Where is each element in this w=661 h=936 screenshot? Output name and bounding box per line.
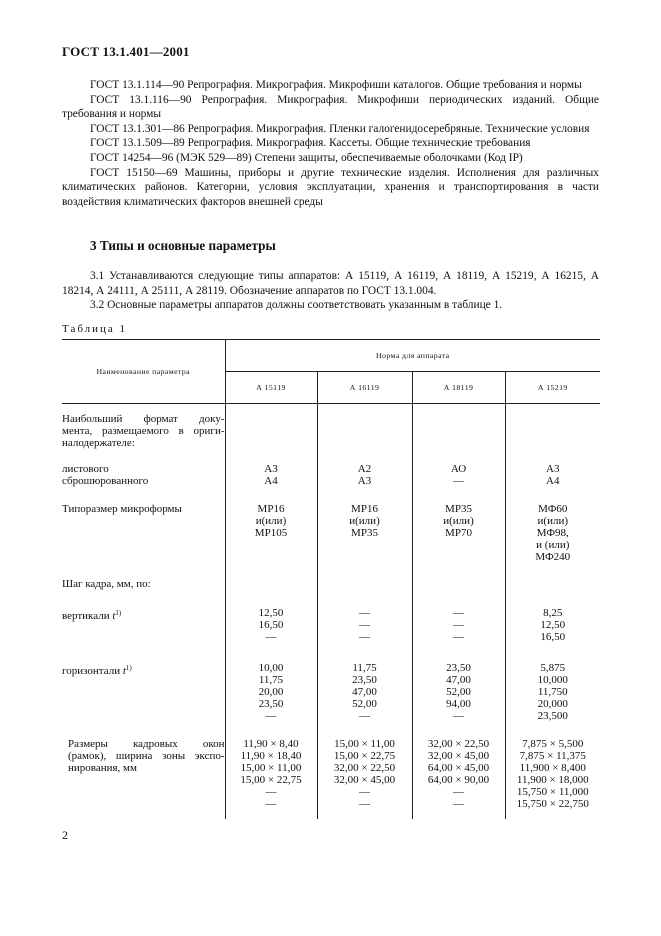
param-column-header: Наименование параметра — [62, 340, 225, 404]
reference-item: ГОСТ 13.1.509—89 Репрография. Микрография. Кассеты. Общие технические требования — [90, 137, 531, 150]
table-cell: АО — — [412, 464, 505, 504]
table-cell: 32,00 × 22,50 32,00 × 45,00 64,00 × 45,00 64,00 × 90,00 — — — [412, 739, 505, 819]
table-cell: — — — — [412, 608, 505, 663]
row-label-horizontal: горизонтали $t^{1)}$ — [62, 664, 132, 677]
row-label-step-title: Шаг кадра, мм, по: — [62, 578, 151, 590]
page-number: 2 — [62, 828, 68, 842]
column-header-a15119: А 15119 — [225, 372, 317, 404]
section-title: 3 Типы и основные параметры — [90, 238, 276, 253]
table-cell: А2 А3 — [317, 464, 412, 504]
table-cell: МР16 и(или) МР105 — [225, 504, 317, 579]
document-header: ГОСТ 13.1.401—2001 — [62, 44, 190, 59]
column-header-a15219: А 15219 — [505, 372, 600, 404]
table-cell: 11,75 23,50 47,00 52,00 — — [317, 663, 412, 739]
reference-item: ГОСТ 15150—69 Машины, приборы и другие технические изделия. Исполнения для различных климатических районов. Категории, условия эксплуатации, хранения и транспортирования в части воздействия климатических факторов внешней среды — [62, 166, 599, 208]
reference-item: ГОСТ 14254—96 (МЭК 529—89) Степени защиты, обеспечиваемые оболочками (Код IP) — [90, 151, 523, 164]
table-row — [62, 464, 600, 504]
table-row — [62, 608, 600, 663]
table-cell: 23,50 47,00 52,00 94,00 — — [412, 663, 505, 739]
normative-references — [62, 78, 599, 209]
row-label-format: листового сброшюрованного — [62, 463, 149, 487]
reference-item: ГОСТ 13.1.301—86 Репрография. Микрография. Пленки галогенидосеребряные. Технические условия — [90, 122, 590, 135]
table-cell: А3 А4 — [225, 464, 317, 504]
table-row — [62, 579, 600, 608]
table-cell: 11,90 × 8,40 11,90 × 18,40 15,00 × 11,00 15,00 × 22,75 — — — [225, 739, 317, 819]
row-label-vertical: вертикали $t^{1)}$ — [62, 609, 122, 622]
row-label-frames: Размеры кадровых окон (рамок), ширина зоны экспо- нирования, мм — [68, 738, 225, 774]
table-row — [62, 739, 600, 819]
norm-column-header: Норма для аппарата — [225, 340, 600, 372]
table-cell: МР35 и(или) МР70 — [412, 504, 505, 579]
column-header-a18119: А 18119 — [412, 372, 505, 404]
table-cell: 5,875 10,000 11,750 20,000 23,500 — [505, 663, 600, 739]
paragraph-3-1: 3.1 Устанавливаются следующие типы аппаратов: А 15119, А 16119, А 18119, А 15219, А 16215, А 18214, А 24111, А 25111, А 28119. Обозначение аппаратов по ГОСТ 13.1.004. — [62, 270, 599, 297]
column-header-a16119: А 16119 — [317, 372, 412, 404]
reference-item: ГОСТ 13.1.116—90 Репрография. Микрография. Микрофиши периодических изданий. Общие требования и нормы — [62, 93, 599, 121]
table-row — [62, 404, 600, 465]
table-cell: 12,50 16,50 — — [225, 608, 317, 663]
table-cell: — — — — [317, 608, 412, 663]
table-cell: А3 А4 — [505, 464, 600, 504]
table-cell: 8,25 12,50 16,50 — [505, 608, 600, 663]
table-cell: 15,00 × 11,00 15,00 × 22,75 32,00 × 22,50 32,00 × 45,00 — — — [317, 739, 412, 819]
table-cell: 7,875 × 5,500 7,875 × 11,375 11,900 × 8,400 11,900 × 18,000 15,750 × 11,000 15,750 × 22,750 — [505, 739, 600, 819]
paragraph-3-2: 3.2 Основные параметры аппаратов должны соответствовать указанным в таблице 1. — [90, 299, 503, 312]
row-label-format-title: Наибольший формат доку- мента, размещаемого в ориги- налодержателе: — [62, 413, 225, 449]
table-row — [62, 504, 600, 579]
table-cell: МФ60 и(или) МФ98, и (или) МФ240 — [505, 504, 600, 579]
section-body — [62, 269, 599, 313]
table-cell: 10,00 11,75 20,00 23,50 — — [225, 663, 317, 739]
table-row — [62, 663, 600, 739]
row-label-microform: Типоразмер микроформы — [62, 503, 182, 515]
parameters-table — [62, 339, 600, 819]
reference-item: ГОСТ 13.1.114—90 Репрография. Микрография. Микрофиши каталогов. Общие требования и нормы — [90, 79, 582, 91]
table-cell: МР16 и(или) МР35 — [317, 504, 412, 579]
table-caption: Таблица 1 — [62, 323, 128, 335]
